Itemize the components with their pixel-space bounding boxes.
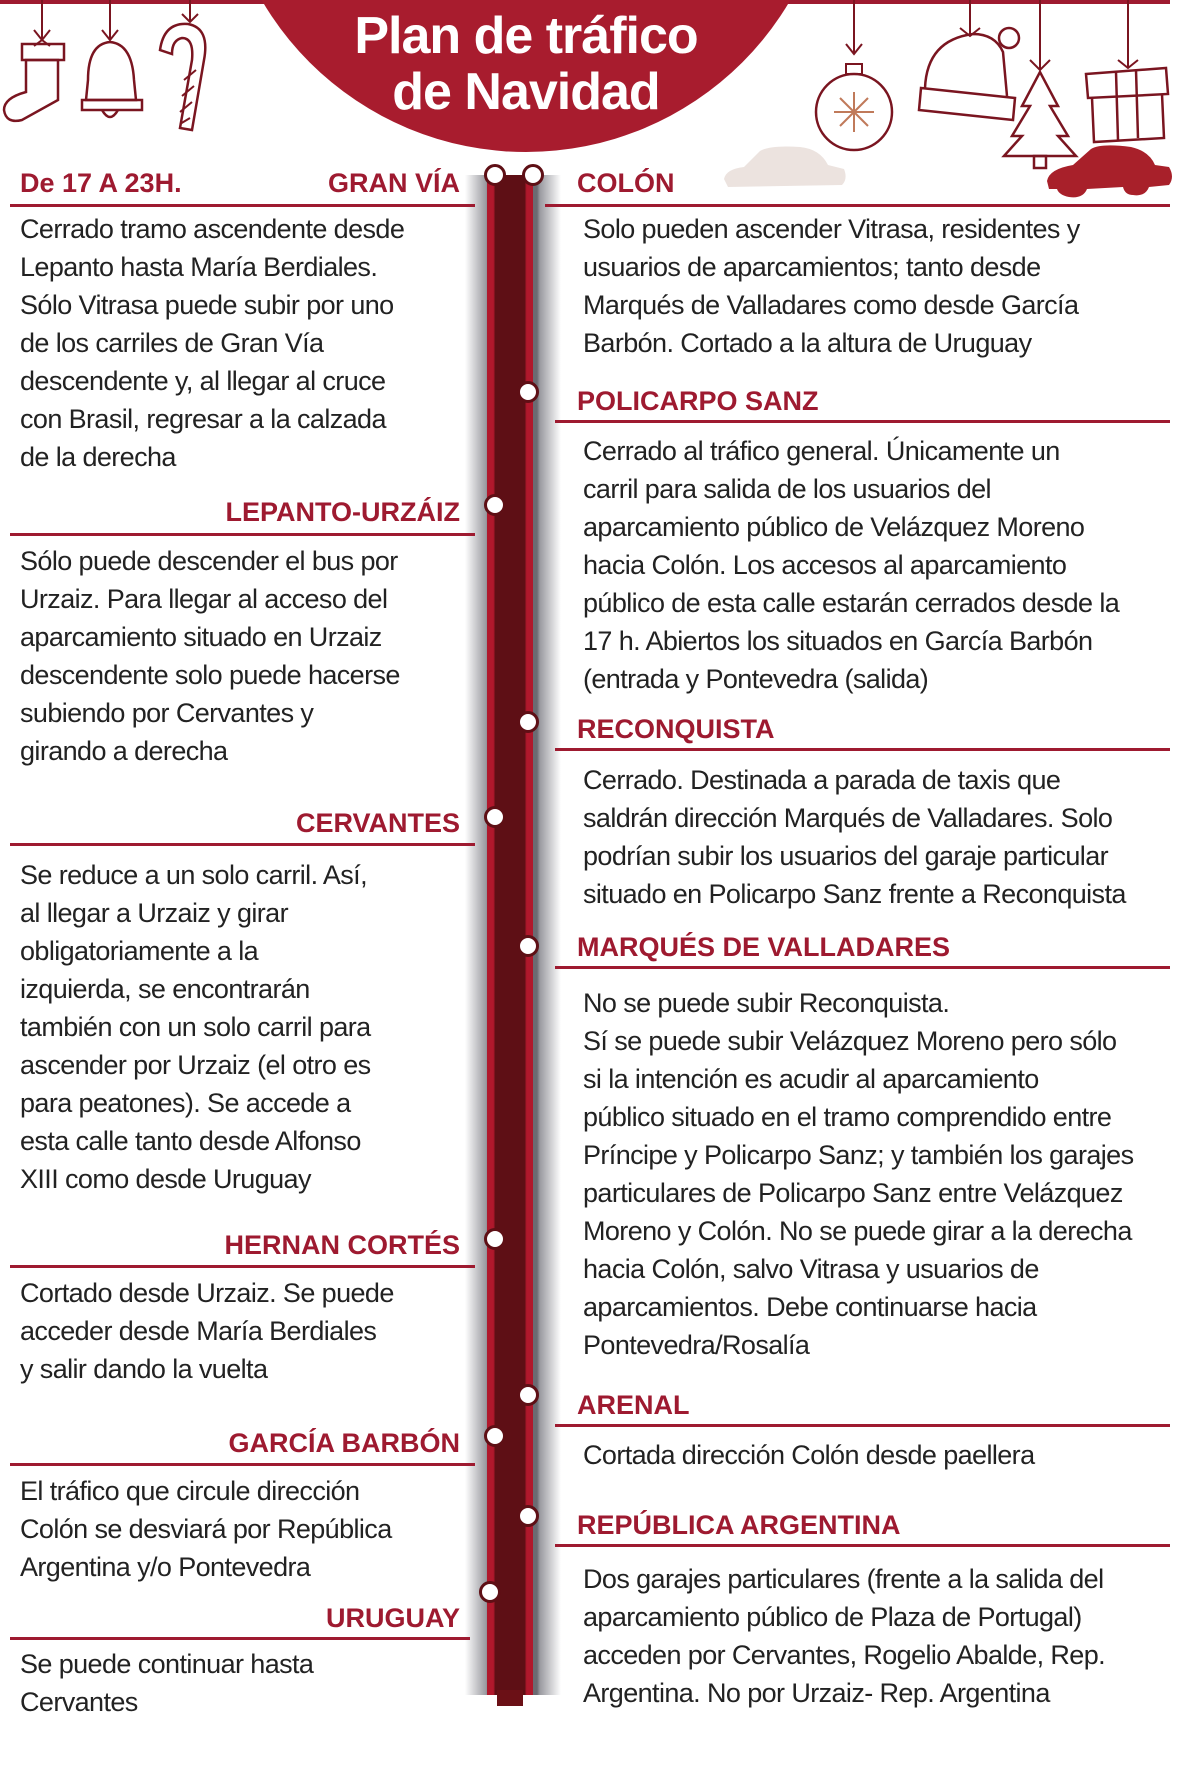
timeline-node-cervantes	[484, 806, 506, 828]
street-heading-garcia-barbon: GARCÍA BARBÓN	[228, 1428, 460, 1458]
section-rule	[555, 420, 1170, 423]
street-heading-cervantes: CERVANTES	[295, 808, 460, 838]
street-heading-policarpo-sanz: POLICARPO SANZ	[577, 386, 819, 416]
section-text-hernan-cortes: Cortado desde Urzaiz. Se puede acceder desde María Berdiales y salir dando la vuelta	[20, 1278, 394, 1384]
street-heading-colon: COLÓN	[577, 168, 675, 198]
title-line-1: Plan de tráfico	[354, 7, 698, 65]
timeline-node-hernan-cortes	[484, 1228, 506, 1250]
section-text-lepanto: Sólo puede descender el bus por Urzaiz. Para llegar al acceso del aparcamiento situado en Urzaiz descendente solo puede hacerse subiendo por Cervantes y girando a derecha	[20, 546, 400, 766]
timeline-node-republica-argentina	[517, 1505, 539, 1527]
timeline-node-marques-de-valladares	[517, 935, 539, 957]
street-heading-hernan-cortes: HERNAN CORTÉS	[224, 1230, 460, 1260]
timeline-tail	[497, 1690, 523, 1706]
section-rule	[10, 204, 475, 207]
section-text-republica-argentina: Dos garajes particulares (frente a la salida del aparcamiento público de Plaza de Portugal) acceden por Cervantes, Rogelio Abalde, Rep. Argentina. No por Urzaiz- Rep. Argentina	[583, 1564, 1106, 1708]
section-rule	[10, 1265, 475, 1268]
section-rule	[10, 533, 475, 536]
section-rule	[10, 1463, 475, 1466]
page-title	[220, 8, 832, 120]
street-heading-marques-de-valladares: MARQUÉS DE VALLADARES	[577, 932, 951, 962]
bauble-icon	[810, 0, 900, 160]
section-text-garcia-barbon: El tráfico que circule dirección Colón se desviará por República Argentina y/o Pontevedra	[20, 1476, 392, 1582]
street-heading-gran-via: GRAN VÍA	[327, 168, 460, 198]
timeline-node-reconquista	[517, 711, 539, 733]
timeline-node-gran-via	[484, 164, 506, 186]
gift-icon	[1080, 0, 1170, 150]
schedule-label: De 17 A 23H.	[20, 168, 182, 198]
section-text-cervantes: Se reduce a un solo carril. Así, al llegar a Urzaiz y girar obligatoriamente a la izquierda, se encontrarán también con un solo carril para ascender por Urzaiz (el otro es para peatones). Se accede a esta calle tanto desde Alfonso XIII como desde Uruguay	[20, 860, 371, 1194]
stocking-icon	[0, 0, 80, 130]
car-icon-light	[720, 145, 850, 195]
timeline-node-arenal	[517, 1384, 539, 1406]
section-text-uruguay: Se puede continuar hasta Cervantes	[20, 1649, 314, 1717]
section-text-colon: Solo pueden ascender Vitrasa, residentes y usuarios de aparcamientos; tanto desde Marqués de Valladares como desde García Barbón. Cortado a la altura de Uruguay	[583, 214, 1080, 358]
bell-icon	[80, 0, 160, 130]
section-rule	[555, 966, 1170, 969]
section-text-reconquista: Cerrado. Destinada a parada de taxis que saldrán dirección Marqués de Valladares. Solo podrían subir los usuarios del garaje particular situado en Policarpo Sanz frente a Reconquista	[583, 765, 1126, 909]
section-text-gran-via: Cerrado tramo ascendente desde Lepanto hasta María Berdiales. Sólo Vitrasa puede subir por uno de los carriles de Gran Vía descendente y, al llegar al cruce con Brasil, regresar a la calzada de la derecha	[20, 214, 405, 472]
street-heading-lepanto-urzaiz: LEPANTO-URZÁIZ	[225, 497, 460, 527]
street-heading-reconquista: RECONQUISTA	[577, 714, 775, 744]
section-text-arenal: Cortada dirección Colón desde paellera	[583, 1440, 1035, 1470]
section-rule	[545, 204, 1170, 207]
section-text-policarpo-sanz: Cerrado al tráfico general. Únicamente un carril para salida de los usuarios del aparcamiento público de Velázquez Moreno hacia Colón. Los accesos al aparcamiento público de esta calle estarán cerrados desde la 17 h. Abiertos los situados en García Barbón (entrada y Pontevedra (salida)	[583, 436, 1120, 694]
section-rule	[10, 1637, 470, 1640]
timeline-node-uruguay	[479, 1581, 501, 1603]
street-heading-republica-argentina: REPÚBLICA ARGENTINA	[577, 1510, 901, 1540]
title-line-2: de Navidad	[392, 63, 660, 121]
car-icon-red	[1045, 145, 1175, 200]
street-heading-uruguay: URUGUAY	[325, 1603, 460, 1633]
section-rule	[555, 1424, 1170, 1427]
section-text-marques-de-valladares: No se puede subir Reconquista. Sí se puede subir Velázquez Moreno pero sólo si la intención es acudir al aparcamiento público situado en el tramo comprendido entre Príncipe y Policarpo Sanz; y también los garajes particulares de Policarpo Sanz entre Velázquez Moreno y Colón. No se puede girar a la derecha hacia Colón, salvo Vitrasa y usuarios de aparcamientos. Debe continuarse hacia Pontevedra/Rosalía	[583, 988, 1134, 1360]
timeline-node-colon	[522, 164, 544, 186]
section-rule	[555, 1544, 1170, 1547]
section-rule	[555, 748, 1170, 751]
candy-cane-icon	[150, 0, 230, 140]
timeline-node-policarpo-sanz	[517, 381, 539, 403]
timeline-node-garcia-barbon	[484, 1425, 506, 1447]
street-heading-arenal: ARENAL	[577, 1390, 690, 1420]
timeline-node-lepanto	[484, 494, 506, 516]
section-rule	[10, 843, 475, 846]
